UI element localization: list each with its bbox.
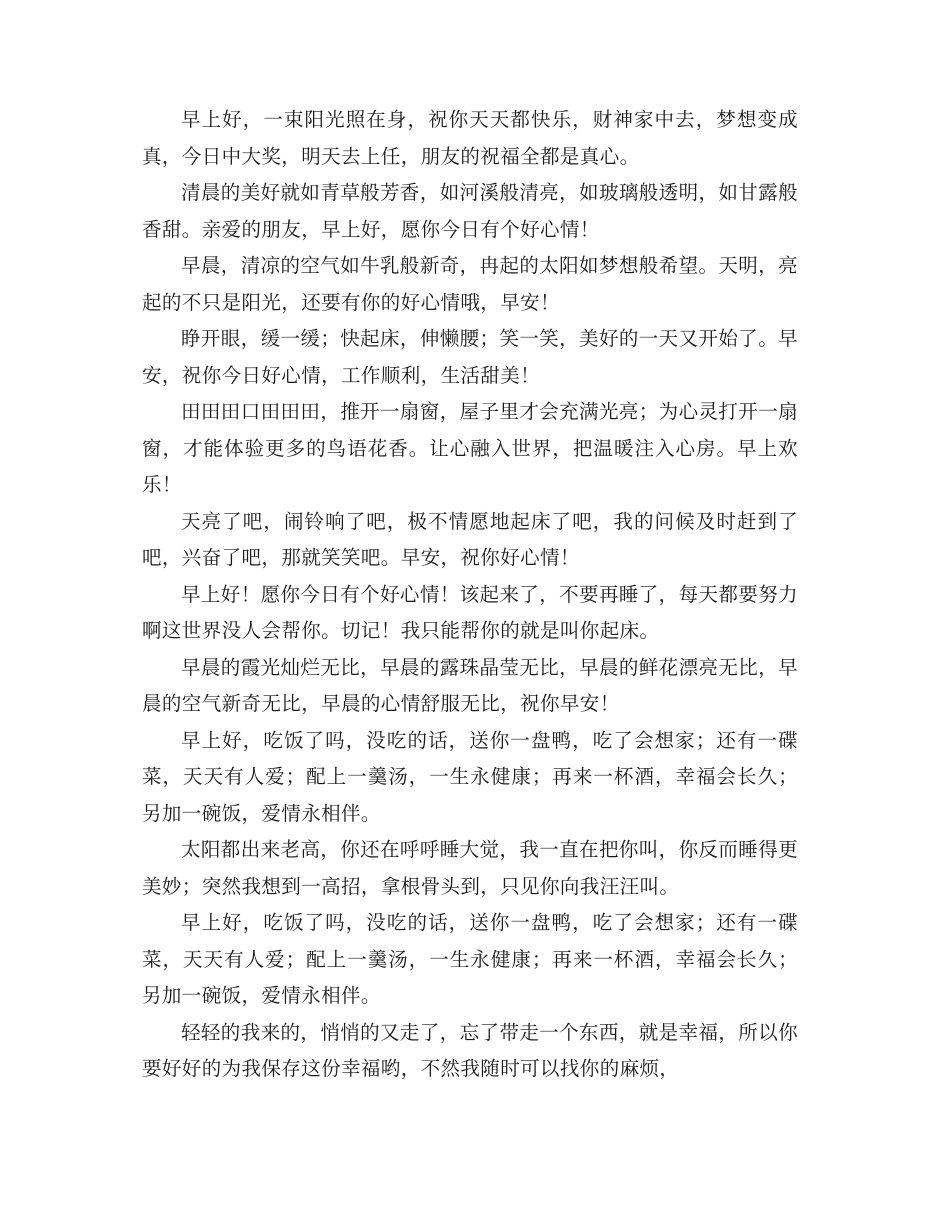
paragraph-5: 田田田口田田田，推开一扇窗，屋子里才会充满光亮；为心灵打开一扇窗，才能体验更多的鸟语花香。让心融入世界，把温暖注入心房。早上欢乐！ bbox=[142, 400, 798, 496]
paragraph-1: 早上好，一束阳光照在身，祝你天天都快乐，财神家中去，梦想变成真，今日中大奖，明天去上任，朋友的祝福全都是真心。 bbox=[142, 108, 798, 168]
paragraph-7: 早上好！愿你今日有个好心情！该起来了，不要再睡了，每天都要努力啊这世界没人会帮你。切记！我只能帮你的就是叫你起床。 bbox=[142, 582, 798, 642]
paragraph-2: 清晨的美好就如青草般芳香，如河溪般清亮，如玻璃般透明，如甘露般香甜。亲爱的朋友，早上好，愿你今日有个好心情！ bbox=[142, 181, 798, 241]
document-body bbox=[142, 102, 798, 1088]
paragraph-9: 早上好，吃饭了吗，没吃的话，送你一盘鸭，吃了会想家；还有一碟菜，天天有人爱；配上一羹汤，一生永健康；再来一杯酒，幸福会长久；另加一碗饭，爱情永相伴。 bbox=[142, 728, 798, 825]
paragraph-12: 轻轻的我来的，悄悄的又走了，忘了带走一个东西，就是幸福，所以你要好好的为我保存这份幸福哟，不然我随时可以找你的麻烦， bbox=[142, 1020, 798, 1080]
paragraph-10: 太阳都出来老高，你还在呼呼睡大觉，我一直在把你叫，你反而睡得更美妙；突然我想到一高招，拿根骨头到，只见你向我汪汪叫。 bbox=[142, 838, 798, 898]
paragraph-3: 早晨，清凉的空气如牛乳般新奇，冉起的太阳如梦想般希望。天明，亮起的不只是阳光，还要有你的好心情哦，早安！ bbox=[142, 254, 798, 314]
paragraph-8: 早晨的霞光灿烂无比，早晨的露珠晶莹无比，早晨的鲜花漂亮无比，早晨的空气新奇无比，早晨的心情舒服无比，祝你早安！ bbox=[142, 655, 798, 715]
paragraph-11: 早上好，吃饭了吗，没吃的话，送你一盘鸭，吃了会想家；还有一碟菜，天天有人爱；配上一羹汤，一生永健康；再来一杯酒，幸福会长久；另加一碗饭，爱情永相伴。 bbox=[142, 911, 798, 1007]
paragraph-4: 睁开眼，缓一缓；快起床，伸懒腰；笑一笑，美好的一天又开始了。早安，祝你今日好心情，工作顺利，生活甜美！ bbox=[142, 327, 798, 387]
paragraph-6: 天亮了吧，闹铃响了吧，极不情愿地起床了吧，我的问候及时赶到了吧，兴奋了吧，那就笑笑吧。早安，祝你好心情！ bbox=[142, 509, 798, 569]
